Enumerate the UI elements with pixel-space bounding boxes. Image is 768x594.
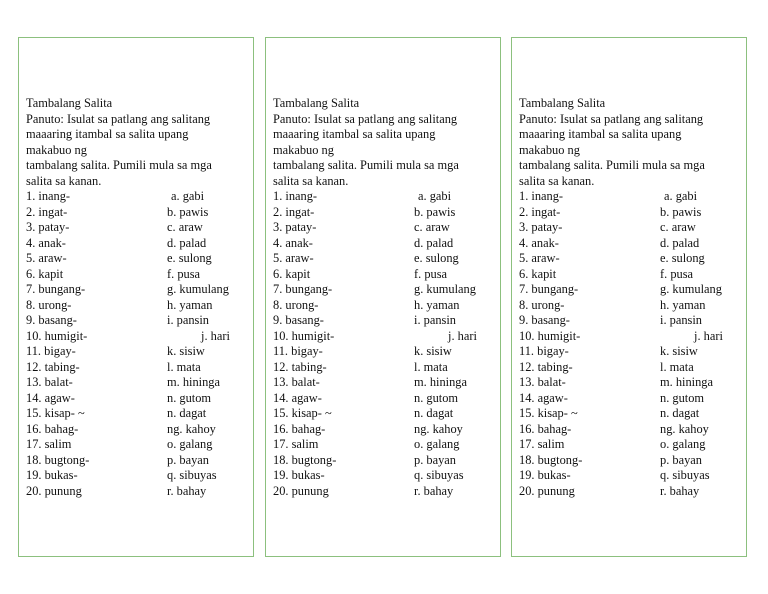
item-row [26, 406, 249, 422]
item-prompt: 18. bugtong- [26, 452, 90, 467]
item-prompt: 1. inang- [26, 189, 71, 203]
item-choice: k. sisiw [660, 344, 698, 358]
item-prompt: 13. balat- [273, 375, 320, 389]
item-row [26, 251, 249, 267]
item-prompt: 16. bahag- [26, 421, 79, 436]
worksheet-panel-1 [18, 37, 254, 557]
item-row [26, 360, 249, 376]
item-choice: m. hininga [414, 375, 467, 389]
item-choice: ng. kahoy [660, 421, 709, 436]
item-prompt: 2. ingat- [273, 204, 315, 219]
item-prompt: 5. araw- [519, 251, 560, 265]
item-choice: l. mata [167, 359, 201, 374]
item-row [273, 251, 496, 267]
item-choice: p. bayan [414, 452, 456, 467]
item-prompt: 17. salim [519, 437, 565, 451]
item-choice: g. kumulang [414, 282, 476, 296]
item-row [26, 282, 249, 298]
item-choice: i. pansin [660, 313, 702, 327]
item-row [26, 422, 249, 438]
item-prompt: 13. balat- [26, 375, 73, 389]
item-row [273, 282, 496, 298]
item-choice: a. gabi [664, 189, 698, 203]
item-row [26, 391, 249, 407]
item-prompt: 17. salim [26, 437, 72, 451]
item-choice: e. sulong [167, 251, 212, 265]
item-prompt: 10. humigit- [273, 328, 335, 343]
instruction-line: Panuto: Isulat sa patlang ang salitang [273, 111, 458, 126]
item-choice: n. dagat [660, 406, 700, 420]
item-choice: c. araw [414, 220, 450, 234]
item-choice: r. bahay [167, 483, 207, 498]
item-choice: f. pusa [660, 266, 694, 281]
instruction-line: salita sa kanan. [26, 173, 102, 188]
item-choice: q. sibuyas [660, 468, 710, 482]
item-row [26, 484, 249, 500]
item-row [273, 189, 496, 205]
item-choice: l. mata [414, 359, 448, 374]
item-choice: j. hari [201, 328, 230, 343]
item-choice: a. gabi [418, 189, 452, 203]
item-choice: j. hari [694, 328, 723, 343]
item-prompt: 11. bigay- [519, 344, 569, 358]
item-choice: e. sulong [414, 251, 459, 265]
item-prompt: 7. bungang- [26, 282, 86, 296]
item-row [273, 298, 496, 314]
item-prompt: 2. ingat- [519, 204, 561, 219]
item-row [519, 329, 742, 345]
item-prompt: 8. urong- [519, 297, 565, 312]
item-row [519, 313, 742, 329]
item-prompt: 3. patay- [26, 220, 70, 234]
item-row [26, 313, 249, 329]
item-row [273, 391, 496, 407]
item-row [26, 375, 249, 391]
worksheet-content [273, 96, 496, 499]
item-prompt: 7. bungang- [519, 282, 579, 296]
item-row [273, 406, 496, 422]
item-choice: m. hininga [660, 375, 713, 389]
item-prompt: 6. kapit [273, 266, 311, 281]
instruction-line: salita sa kanan. [273, 173, 349, 188]
item-prompt: 1. inang- [519, 189, 564, 203]
item-row [26, 220, 249, 236]
item-choice: f. pusa [167, 266, 201, 281]
item-prompt: 4. anak- [273, 235, 313, 250]
item-row [26, 329, 249, 345]
item-row [519, 220, 742, 236]
item-row [273, 267, 496, 283]
instruction-line: makabuo ng [26, 142, 87, 157]
item-prompt: 6. kapit [519, 266, 557, 281]
item-choice: i. pansin [167, 313, 209, 327]
item-choice: h. yaman [660, 297, 706, 312]
item-choice: n. dagat [167, 406, 207, 420]
item-choice: q. sibuyas [167, 468, 217, 482]
item-prompt: 16. bahag- [519, 421, 572, 436]
item-prompt: 15. kisap- ~ [26, 406, 85, 420]
item-row [519, 344, 742, 360]
item-choice: g. kumulang [167, 282, 229, 296]
item-row [519, 406, 742, 422]
item-choice: k. sisiw [414, 344, 452, 358]
item-row [519, 360, 742, 376]
item-row [273, 375, 496, 391]
item-row [519, 437, 742, 453]
item-prompt: 4. anak- [26, 235, 66, 250]
item-choice: q. sibuyas [414, 468, 464, 482]
item-row [273, 484, 496, 500]
item-row [519, 484, 742, 500]
item-choice: h. yaman [167, 297, 213, 312]
item-prompt: 20. punung [519, 483, 575, 498]
item-row [26, 453, 249, 469]
item-prompt: 18. bugtong- [273, 452, 337, 467]
items-list [519, 189, 742, 499]
item-prompt: 11. bigay- [273, 344, 323, 358]
item-row [519, 468, 742, 484]
worksheet-content [26, 96, 249, 499]
item-row [26, 267, 249, 283]
item-choice: g. kumulang [660, 282, 722, 296]
item-choice: o. galang [660, 437, 706, 451]
item-row [26, 298, 249, 314]
item-prompt: 14. agaw- [26, 390, 75, 405]
item-choice: l. mata [660, 359, 694, 374]
item-prompt: 16. bahag- [273, 421, 326, 436]
item-row [273, 360, 496, 376]
item-prompt: 20. punung [26, 483, 82, 498]
item-row [273, 437, 496, 453]
item-row [273, 453, 496, 469]
item-prompt: 3. patay- [273, 220, 317, 234]
item-prompt: 9. basang- [26, 313, 77, 327]
item-row [519, 391, 742, 407]
item-choice: f. pusa [414, 266, 448, 281]
item-row [519, 236, 742, 252]
item-row [273, 468, 496, 484]
item-prompt: 19. bukas- [26, 468, 78, 482]
item-choice: c. araw [167, 220, 203, 234]
item-prompt: 4. anak- [519, 235, 559, 250]
worksheet-panel-3 [511, 37, 747, 557]
item-prompt: 17. salim [273, 437, 319, 451]
item-prompt: 12. tabing- [273, 359, 327, 374]
item-choice: p. bayan [660, 452, 702, 467]
item-prompt: 1. inang- [273, 189, 318, 203]
instruction-line: maaaring itambal sa salita upang [273, 127, 436, 141]
item-prompt: 18. bugtong- [519, 452, 583, 467]
item-row [26, 468, 249, 484]
item-choice: e. sulong [660, 251, 705, 265]
item-row [273, 220, 496, 236]
item-prompt: 15. kisap- ~ [519, 406, 578, 420]
item-row [519, 189, 742, 205]
item-row [26, 205, 249, 221]
item-choice: i. pansin [414, 313, 456, 327]
worksheet-title: Tambalang Salita [26, 96, 113, 110]
worksheet-title: Tambalang Salita [273, 96, 360, 110]
instruction-line: makabuo ng [273, 142, 334, 157]
item-row [519, 375, 742, 391]
items-list [26, 189, 249, 499]
instruction-line: Panuto: Isulat sa patlang ang salitang [26, 111, 211, 126]
item-row [26, 236, 249, 252]
item-row [26, 437, 249, 453]
instruction-line: tambalang salita. Pumili mula sa mga [273, 158, 459, 172]
item-row [273, 344, 496, 360]
item-row [273, 329, 496, 345]
item-choice: d. palad [167, 235, 207, 250]
instruction-line: tambalang salita. Pumili mula sa mga [26, 158, 212, 172]
item-choice: b. pawis [167, 204, 209, 219]
worksheet-panel-2 [265, 37, 501, 557]
worksheet-content [519, 96, 742, 499]
item-prompt: 12. tabing- [519, 359, 573, 374]
item-prompt: 5. araw- [273, 251, 314, 265]
item-prompt: 10. humigit- [26, 328, 88, 343]
item-prompt: 11. bigay- [26, 344, 76, 358]
item-prompt: 15. kisap- ~ [273, 406, 332, 420]
instruction-line: Panuto: Isulat sa patlang ang salitang [519, 111, 704, 126]
item-choice: p. bayan [167, 452, 209, 467]
instruction-line: tambalang salita. Pumili mula sa mga [519, 158, 705, 172]
item-choice: k. sisiw [167, 344, 205, 358]
items-list [273, 189, 496, 499]
item-choice: n. dagat [414, 406, 454, 420]
item-row [26, 344, 249, 360]
item-prompt: 20. punung [273, 483, 329, 498]
instruction-line: makabuo ng [519, 142, 580, 157]
item-choice: r. bahay [414, 483, 454, 498]
item-prompt: 14. agaw- [273, 390, 322, 405]
item-row [519, 267, 742, 283]
item-prompt: 9. basang- [519, 313, 570, 327]
item-prompt: 10. humigit- [519, 328, 581, 343]
item-choice: d. palad [414, 235, 454, 250]
item-prompt: 8. urong- [273, 297, 319, 312]
item-choice: n. gutom [414, 390, 459, 405]
item-prompt: 13. balat- [519, 375, 566, 389]
item-row [519, 422, 742, 438]
item-prompt: 3. patay- [519, 220, 563, 234]
item-row [273, 236, 496, 252]
item-choice: b. pawis [414, 204, 456, 219]
item-choice: o. galang [414, 437, 460, 451]
item-row [273, 422, 496, 438]
item-choice: ng. kahoy [414, 421, 463, 436]
item-choice: j. hari [448, 328, 477, 343]
item-prompt: 14. agaw- [519, 390, 568, 405]
item-prompt: 6. kapit [26, 266, 64, 281]
item-prompt: 2. ingat- [26, 204, 68, 219]
item-choice: o. galang [167, 437, 213, 451]
item-choice: ng. kahoy [167, 421, 216, 436]
item-choice: b. pawis [660, 204, 702, 219]
item-row [519, 453, 742, 469]
item-prompt: 8. urong- [26, 297, 72, 312]
item-choice: a. gabi [171, 189, 205, 203]
instruction-line: maaaring itambal sa salita upang [26, 127, 189, 141]
item-row [519, 205, 742, 221]
item-row [273, 205, 496, 221]
item-prompt: 19. bukas- [519, 468, 571, 482]
item-choice: d. palad [660, 235, 700, 250]
instruction-line: salita sa kanan. [519, 173, 595, 188]
worksheet-title: Tambalang Salita [519, 96, 606, 110]
instruction-line: maaaring itambal sa salita upang [519, 127, 682, 141]
item-choice: h. yaman [414, 297, 460, 312]
item-row [273, 313, 496, 329]
item-choice: n. gutom [167, 390, 212, 405]
item-prompt: 12. tabing- [26, 359, 80, 374]
item-prompt: 9. basang- [273, 313, 324, 327]
item-prompt: 5. araw- [26, 251, 67, 265]
item-row [26, 189, 249, 205]
item-choice: m. hininga [167, 375, 220, 389]
item-choice: n. gutom [660, 390, 705, 405]
item-choice: c. araw [660, 220, 696, 234]
item-row [519, 251, 742, 267]
item-row [519, 298, 742, 314]
item-choice: r. bahay [660, 483, 700, 498]
item-prompt: 19. bukas- [273, 468, 325, 482]
item-row [519, 282, 742, 298]
item-prompt: 7. bungang- [273, 282, 333, 296]
